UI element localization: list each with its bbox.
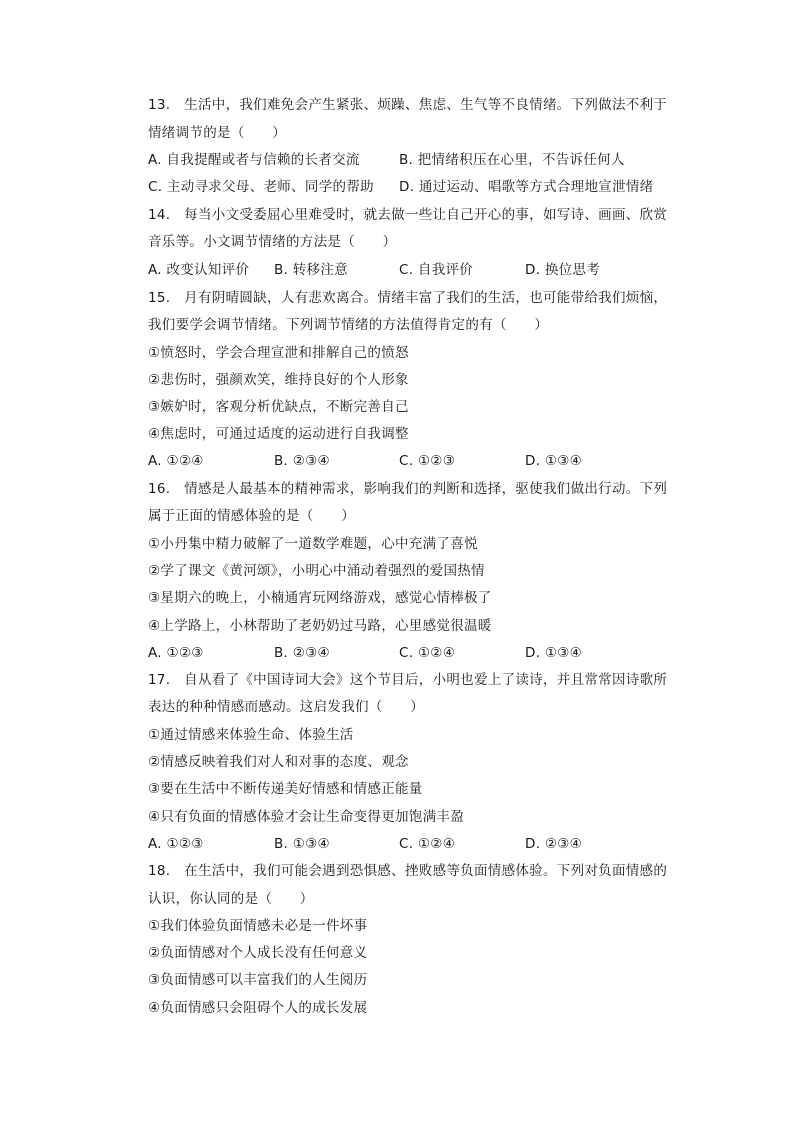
q18-stem-line2: 认识，你认同的是（ ）	[148, 891, 314, 907]
q15-item-4: ④焦虑时，可通过适度的运动进行自我调整	[148, 426, 409, 442]
q16-stem-line2: 属于正面的情感体验的是（ ）	[148, 508, 355, 524]
q13-option-d: D. 通过运动、唱歌等方式合理地宣泄情绪	[399, 179, 654, 195]
q16-option-c: C. ①②④	[399, 645, 456, 661]
q16-item-2: ②学了课文《黄河颂》，小明心中涌动着强烈的爱国热情	[148, 563, 485, 579]
q16-option-a: A. ①②③	[148, 645, 204, 661]
q15-option-b: B. ②③④	[274, 453, 330, 469]
q14-stem-line2: 音乐等。小文调节情绪的方法是（ ）	[148, 234, 397, 250]
q15-option-d: D. ①③④	[525, 453, 583, 469]
q13-option-b: B. 把情绪积压在心里，不告诉任何人	[399, 152, 625, 168]
q17-option-a: A. ①②③	[148, 836, 204, 852]
q18-item-3: ③负面情感可以丰富我们的人生阅历	[148, 972, 368, 988]
q15-option-c: C. ①②③	[399, 453, 456, 469]
q16-item-3: ③星期六的晚上，小楠通宵玩网络游戏，感觉心情棒极了	[148, 590, 492, 606]
q15-stem-line2: 我们要学会调节情绪。下列调节情绪的方法值得肯定的有（ ）	[148, 317, 549, 333]
q17-item-3: ③要在生活中不断传递美好情感和情感正能量	[148, 781, 423, 797]
q18-item-2: ②负面情感对个人成长没有任何意义	[148, 945, 368, 961]
q15-item-3: ③嫉妒时，客观分析优缺点，不断完善自己	[148, 399, 409, 415]
q15-stem-line1: 15. 月有阴晴圆缺，人有悲欢离合。情绪丰富了我们的生活，也可能带给我们烦恼，	[148, 290, 668, 306]
q17-item-2: ②情感反映着我们对人和对事的态度、观念	[148, 754, 409, 770]
q14-option-b: B. 转移注意	[274, 262, 348, 278]
q18-item-1: ①我们体验负面情感未必是一件坏事	[148, 918, 368, 934]
q15-item-1: ①愤怒时，学会合理宣泄和排解自己的愤怒	[148, 345, 409, 361]
q14-option-a: A. 改变认知评价	[148, 262, 250, 278]
q13-option-a: A. 自我提醒或者与信赖的长者交流	[148, 152, 360, 168]
q17-option-d: D. ②③④	[525, 836, 583, 852]
q13-option-c: C. 主动寻求父母、老师、同学的帮助	[148, 179, 374, 195]
q17-stem-line2: 表达的种种情感而感动。这启发我们（ ）	[148, 699, 424, 715]
q17-item-4: ④只有负面的情感体验才会让生命变得更加饱满丰盈	[148, 809, 465, 825]
q16-stem-line1: 16. 情感是人最基本的精神需求，影响我们的判断和选择，驱使我们做出行动。下列	[148, 481, 668, 497]
q16-item-4: ④上学路上，小林帮助了老奶奶过马路，心里感觉很温暖	[148, 618, 492, 634]
q14-option-d: D. 换位思考	[525, 262, 601, 278]
q16-option-b: B. ②③④	[274, 645, 330, 661]
q13-stem-line2: 情绪调节的是（ ）	[148, 125, 286, 141]
q17-option-c: C. ①②④	[399, 836, 456, 852]
q18-stem-line1: 18. 在生活中，我们可能会遇到恐惧感、挫败感等负面情感体验。下列对负面情感的	[148, 863, 668, 879]
q14-option-c: C. 自我评价	[399, 262, 474, 278]
q14-stem-line1: 14. 每当小文受委屈心里难受时，就去做一些让自己开心的事，如写诗、画画、欣赏	[148, 207, 668, 223]
q16-item-1: ①小丹集中精力破解了一道数学难题，心中充满了喜悦	[148, 536, 478, 552]
q15-item-2: ②悲伤时，强颜欢笑，维持良好的个人形象	[148, 372, 409, 388]
q16-option-d: D. ①③④	[525, 645, 583, 661]
q17-item-1: ①通过情感来体验生命、体验生活	[148, 727, 354, 743]
q18-item-4: ④负面情感只会阻碍个人的成长发展	[148, 1000, 368, 1016]
q13-stem-line1: 13. 生活中，我们难免会产生紧张、烦躁、焦虑、生气等不良情绪。下列做法不利于	[148, 97, 668, 113]
q17-option-b: B. ①③④	[274, 836, 330, 852]
q17-stem-line1: 17. 自从看了《中国诗词大会》这个节目后，小明也爱上了读诗，并且常常因诗歌所	[148, 672, 668, 688]
q15-option-a: A. ①②④	[148, 453, 204, 469]
